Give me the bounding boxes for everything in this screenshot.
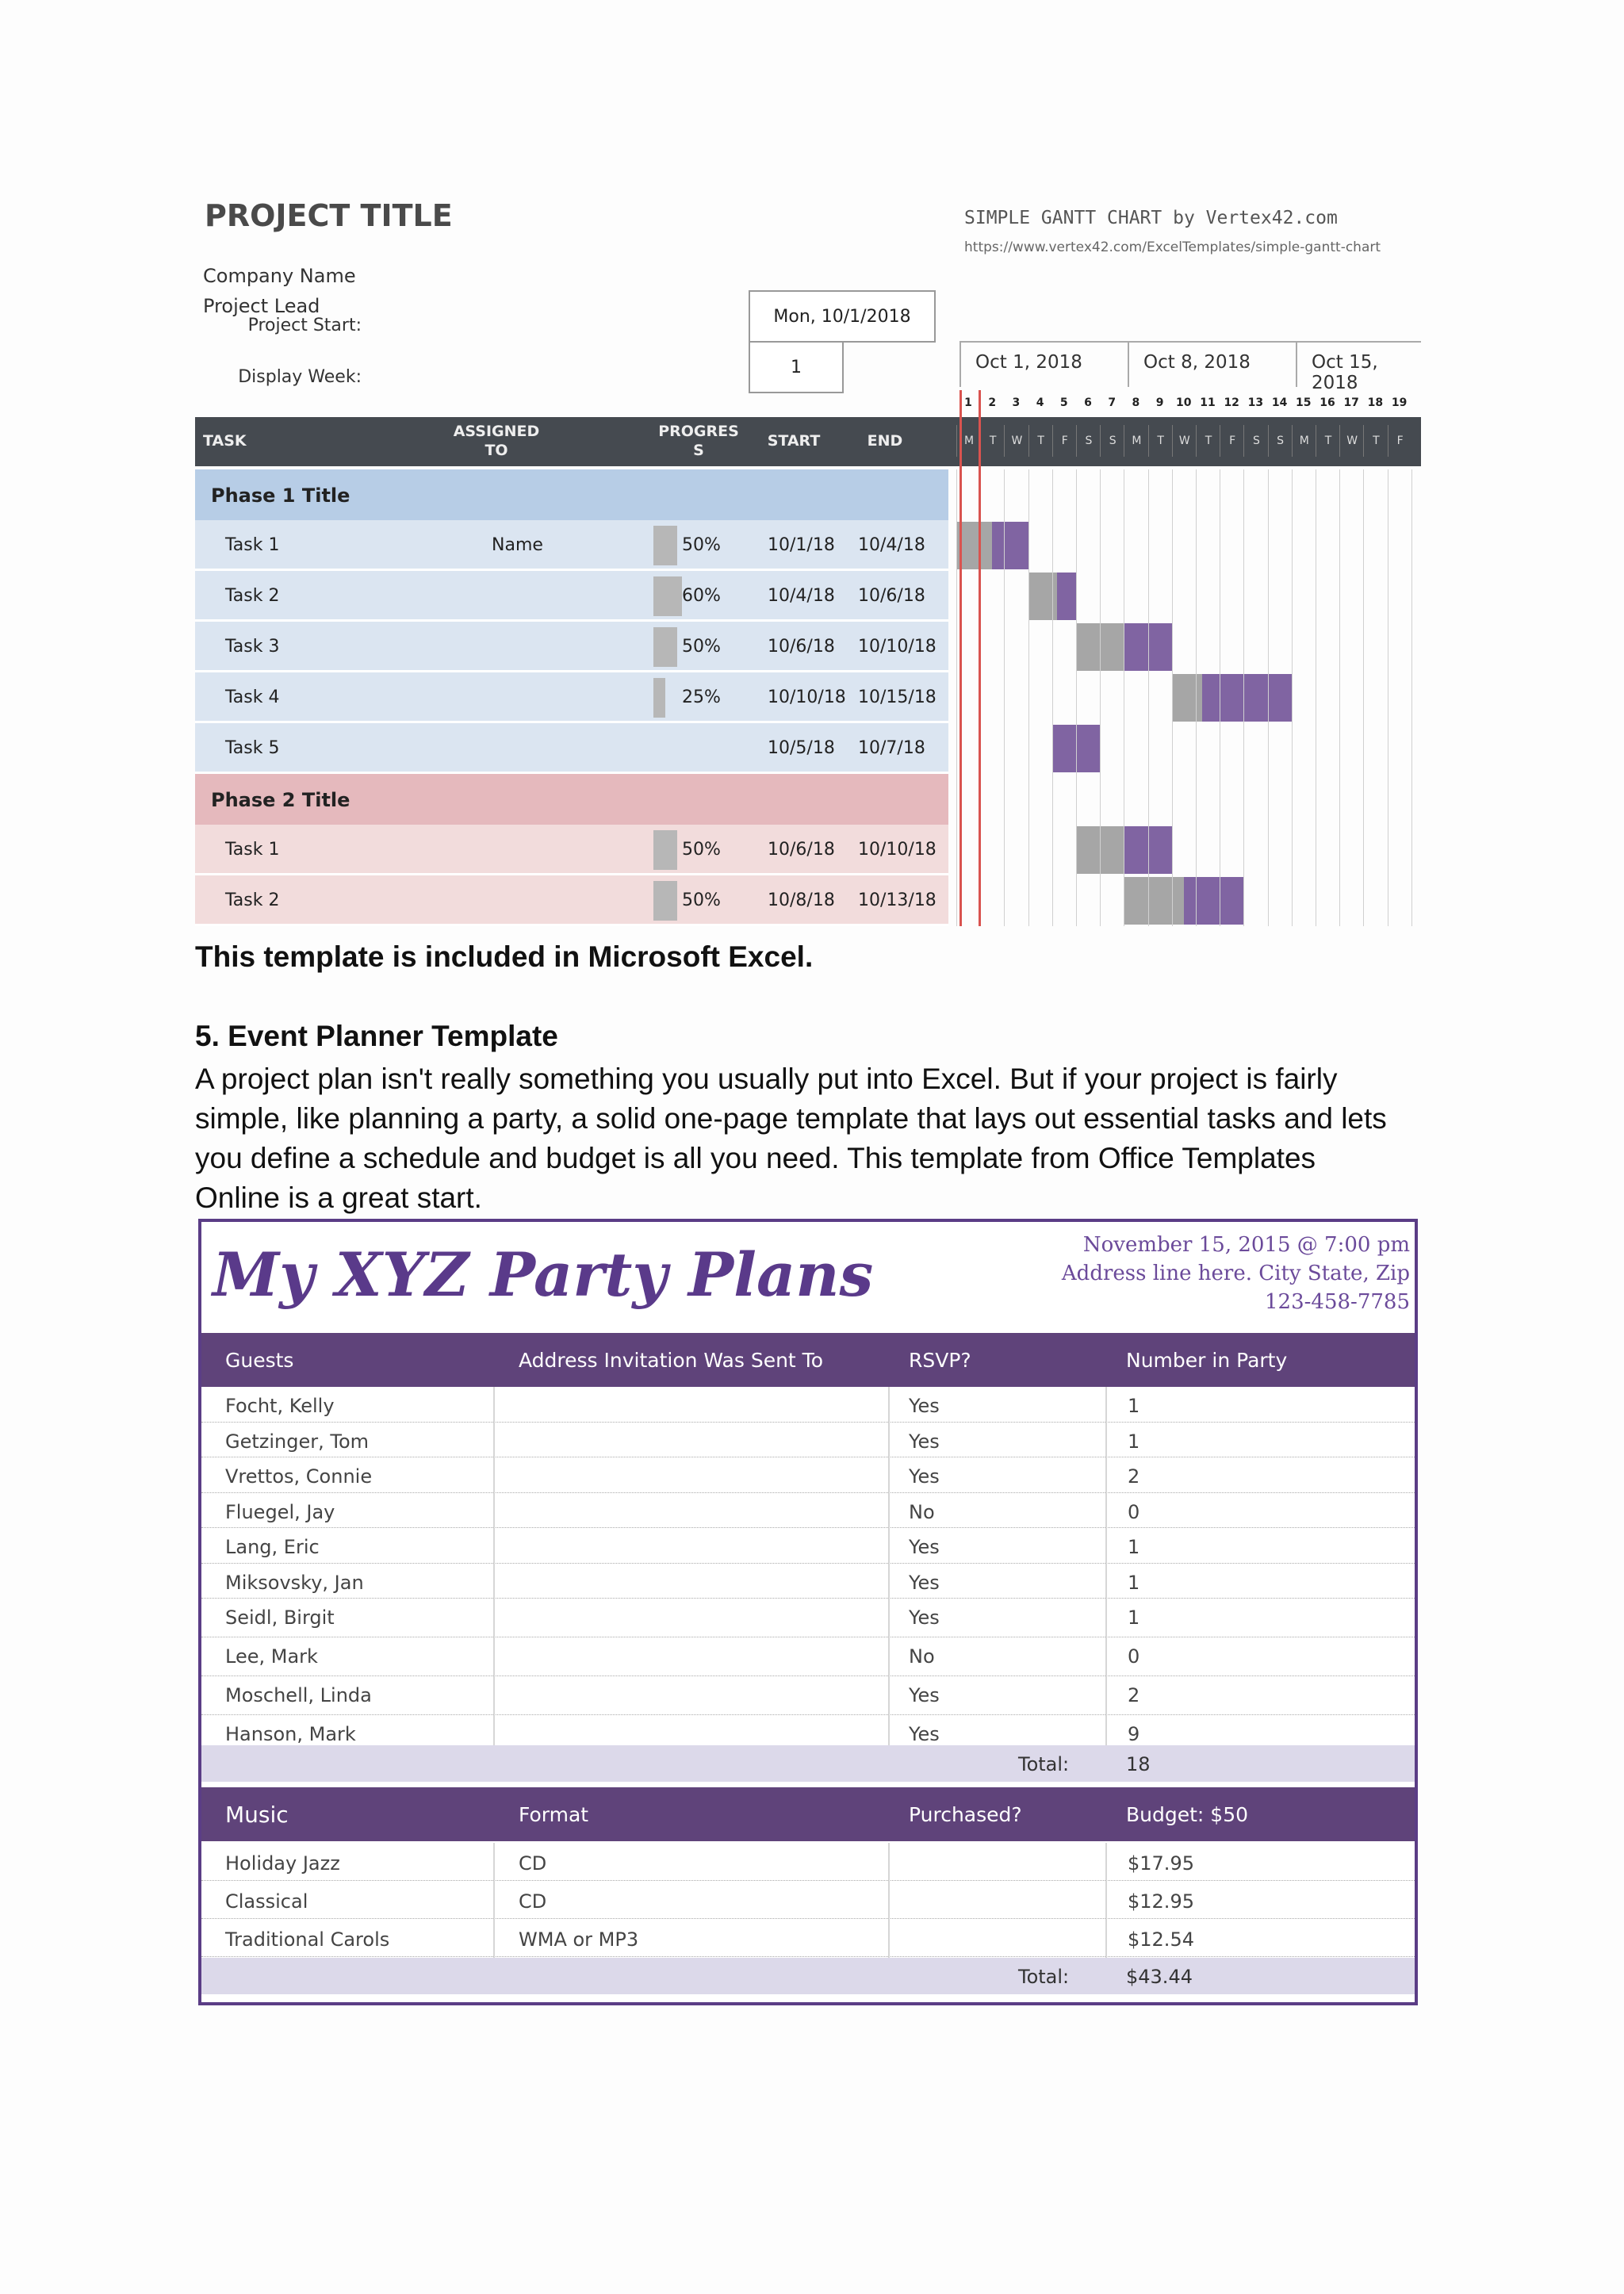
end-date: 10/7/18	[858, 738, 925, 758]
progress-fill	[653, 881, 677, 921]
guest-rsvp: Yes	[909, 1571, 940, 1594]
day-letter: W	[1339, 425, 1364, 457]
start-date: 10/4/18	[768, 586, 835, 606]
day-letter: M	[956, 425, 981, 457]
music-rows	[201, 1222, 1415, 1959]
purchased-col: Purchased?	[909, 1803, 1022, 1826]
end-date: 10/10/18	[858, 637, 936, 657]
gantt-bar-done	[1124, 877, 1184, 925]
section-paragraph	[195, 1059, 1387, 1218]
day-number: 16	[1320, 396, 1335, 409]
guest-number: 1	[1128, 1430, 1140, 1453]
progress-fill	[653, 576, 682, 616]
gantt-url: https://www.vertex42.com/ExcelTemplates/simple-gantt-chart	[964, 239, 1381, 255]
start-date: 10/10/18	[768, 687, 846, 707]
guest-number: 1	[1128, 1395, 1140, 1417]
music-name: Holiday Jazz	[225, 1852, 340, 1875]
day-number: 2	[988, 396, 997, 409]
task-name: Task 3	[225, 637, 280, 657]
progress-value: 50%	[682, 535, 721, 555]
guest-rsvp: No	[909, 1500, 935, 1523]
gantt-bar-remaining	[1184, 877, 1244, 925]
guest-number: 1	[1128, 1571, 1140, 1594]
task-name: Task 2	[225, 890, 280, 910]
day-letter: S	[1076, 425, 1101, 457]
start-date: 10/8/18	[768, 890, 835, 910]
party-date: November 15, 2015 @ 7:00 pm	[1082, 1233, 1410, 1257]
day-letter: F	[1052, 425, 1077, 457]
day-number: 7	[1108, 396, 1116, 409]
gantt-bar-done	[1172, 674, 1202, 722]
guest-rsvp: No	[909, 1645, 935, 1668]
guest-rsvp: Yes	[909, 1607, 940, 1629]
gantt-chart-image	[195, 182, 1421, 936]
grid-line	[1268, 469, 1269, 926]
paragraph-line: you define a schedule and budget is all you need. This template from Office Templates	[195, 1142, 1316, 1174]
format-col: Format	[519, 1803, 589, 1826]
guest-name: Seidl, Birgit	[225, 1607, 335, 1629]
guest-number: 0	[1128, 1645, 1140, 1668]
end-date: 10/15/18	[858, 687, 936, 707]
project-title: PROJECT TITLE	[205, 198, 453, 233]
timeline-row	[956, 571, 1421, 622]
today-marker	[979, 390, 981, 926]
project-lead: Project Lead	[203, 295, 320, 317]
gantt-bar-remaining	[1202, 674, 1292, 722]
music-total-row	[201, 1958, 1415, 1994]
task-header: TASK	[203, 432, 247, 450]
progress-value: 60%	[682, 586, 721, 606]
task-row	[195, 875, 948, 926]
day-letter: F	[1388, 425, 1412, 457]
guest-name: Focht, Kelly	[225, 1395, 335, 1417]
rsvp-col: RSVP?	[909, 1349, 971, 1372]
task-row	[195, 723, 948, 774]
phase-title: Phase 1 Title	[211, 484, 350, 507]
guest-rsvp: Yes	[909, 1465, 940, 1488]
today-marker	[959, 390, 962, 926]
party-plans-image	[198, 1219, 1418, 2005]
day-letter: M	[1292, 425, 1316, 457]
day-number: 10	[1176, 396, 1192, 409]
grid-line	[1052, 469, 1053, 926]
party-address: Address line here. City State, Zip	[1061, 1262, 1410, 1285]
timeline-row	[956, 825, 1421, 875]
guest-rsvp: Yes	[909, 1723, 940, 1745]
music-row	[201, 1843, 1415, 1881]
task-row	[195, 825, 948, 875]
end-header: END	[867, 432, 903, 450]
music-name: Traditional Carols	[225, 1928, 390, 1951]
timeline-row	[956, 672, 1421, 723]
music-format: WMA or MP3	[519, 1928, 639, 1951]
guest-name: Lee, Mark	[225, 1645, 318, 1668]
section-heading: 5. Event Planner Template	[195, 1020, 558, 1052]
guest-number: 2	[1128, 1465, 1140, 1488]
day-letter: T	[1316, 425, 1340, 457]
end-date: 10/4/18	[858, 535, 925, 555]
end-date: 10/13/18	[858, 890, 936, 910]
grid-line	[1292, 469, 1293, 926]
timeline-row	[956, 520, 1421, 571]
paragraph-line: simple, like planning a party, a solid one-page template that lays out essential tasks and lets	[195, 1102, 1387, 1135]
guest-name: Miksovsky, Jan	[225, 1571, 364, 1594]
day-letter: S	[1243, 425, 1268, 457]
grid-line	[956, 469, 957, 926]
day-number: 13	[1247, 396, 1264, 409]
progress-header: PROGRES S	[658, 423, 739, 459]
guest-rsvp: Yes	[909, 1395, 940, 1417]
caption-gantt: This template is included in Microsoft Excel.	[195, 940, 814, 973]
day-number: 1	[964, 396, 972, 409]
day-number: 18	[1367, 396, 1384, 409]
progress-fill	[653, 830, 677, 870]
column-divider	[493, 1843, 495, 1958]
day-number: 17	[1343, 396, 1359, 409]
music-cost: $17.95	[1128, 1852, 1194, 1875]
gantt-bar-remaining	[992, 522, 1028, 569]
music-format: CD	[519, 1890, 547, 1913]
guest-name: Hanson, Mark	[225, 1723, 356, 1745]
guest-name: Fluegel, Jay	[225, 1500, 335, 1523]
assigned-header: ASSIGNED TO	[453, 423, 540, 459]
grid-line	[1076, 469, 1077, 926]
day-letter: W	[1172, 425, 1197, 457]
day-number: 12	[1224, 396, 1239, 409]
day-number: 6	[1084, 396, 1092, 409]
music-cost: $12.95	[1128, 1890, 1194, 1913]
progress-fill	[653, 627, 677, 667]
day-letter: T	[1196, 425, 1220, 457]
column-divider	[1105, 1843, 1107, 1958]
music-format: CD	[519, 1852, 547, 1875]
day-letter: T	[1148, 425, 1173, 457]
day-letter: T	[980, 425, 1005, 457]
grid-line	[1411, 469, 1412, 926]
grid-line	[1196, 469, 1197, 926]
guest-number: 2	[1128, 1684, 1140, 1706]
guest-rsvp: Yes	[909, 1684, 940, 1706]
display-week-field[interactable]: 1	[749, 341, 844, 393]
column-divider	[888, 1843, 890, 1958]
guest-name: Lang, Eric	[225, 1536, 320, 1558]
day-letter: T	[1363, 425, 1388, 457]
day-number: 4	[1036, 396, 1044, 409]
phase-1-row	[195, 469, 948, 520]
music-name: Classical	[225, 1890, 308, 1913]
end-date: 10/6/18	[858, 586, 925, 606]
progress-fill	[653, 526, 677, 565]
guest-name: Moschell, Linda	[225, 1684, 372, 1706]
progress-value: 50%	[682, 840, 721, 860]
paragraph-line: A project plan isn't really something you usually put into Excel. But if your project is fairly	[195, 1063, 1338, 1095]
day-number: 5	[1059, 396, 1068, 409]
guest-rsvp: Yes	[909, 1430, 940, 1453]
guest-rsvp: Yes	[909, 1536, 940, 1558]
grid-line	[1148, 469, 1149, 926]
gantt-rows	[195, 182, 1421, 936]
guest-total-value: 18	[1126, 1753, 1151, 1775]
day-number: 8	[1132, 396, 1140, 409]
timeline-row	[956, 774, 1421, 825]
start-header: START	[767, 432, 821, 450]
day-letter: M	[1124, 425, 1148, 457]
music-row	[201, 1919, 1415, 1957]
guest-number: 9	[1128, 1723, 1140, 1745]
number-col: Number in Party	[1126, 1349, 1288, 1372]
timeline-row	[956, 469, 1421, 520]
grid-line	[1004, 469, 1005, 926]
day-number: 19	[1391, 396, 1408, 409]
task-row	[195, 672, 948, 723]
day-number: 11	[1200, 396, 1216, 409]
grid-line	[1028, 469, 1029, 926]
week-label: Oct 8, 2018	[1128, 341, 1296, 387]
day-number: 9	[1155, 396, 1164, 409]
day-number: 15	[1296, 396, 1312, 409]
task-row	[195, 571, 948, 622]
music-row	[201, 1881, 1415, 1919]
task-name: Task 2	[225, 586, 280, 606]
start-date: 10/1/18	[768, 535, 835, 555]
grid-line	[1243, 469, 1244, 926]
day-letter: S	[1268, 425, 1293, 457]
start-date: 10/5/18	[768, 738, 835, 758]
day-letter: F	[1220, 425, 1244, 457]
project-start-field[interactable]: Mon, 10/1/2018	[749, 290, 936, 343]
party-title: My XYZ Party Plans	[213, 1239, 874, 1310]
grid-line	[1339, 469, 1340, 926]
grid-line	[1363, 469, 1364, 926]
timeline-row	[956, 622, 1421, 672]
guest-number: 0	[1128, 1500, 1140, 1523]
address-col: Address Invitation Was Sent To	[519, 1349, 823, 1372]
day-letter: W	[1004, 425, 1028, 457]
phase-2-row	[195, 774, 948, 825]
task-row	[195, 520, 948, 571]
timeline-row	[956, 723, 1421, 774]
week-label: Oct 1, 2018	[959, 341, 1128, 387]
grid-line	[1100, 469, 1101, 926]
gantt-credit: SIMPLE GANTT CHART by Vertex42.com	[964, 208, 1338, 228]
start-date: 10/6/18	[768, 637, 835, 657]
guests-col: Guests	[225, 1349, 294, 1372]
progress-value: 25%	[682, 687, 721, 707]
task-name: Task 1	[225, 840, 280, 860]
progress-fill	[653, 678, 665, 718]
end-date: 10/10/18	[858, 840, 936, 860]
progress-value: 50%	[682, 890, 721, 910]
guest-total-label: Total:	[1018, 1753, 1070, 1775]
party-phone: 123-458-7785	[1265, 1290, 1410, 1314]
music-total-label: Total:	[1018, 1966, 1070, 1988]
grid-line	[1172, 469, 1173, 926]
progress-value: 50%	[682, 637, 721, 657]
task-name: Task 1	[225, 535, 280, 555]
phase-title: Phase 2 Title	[211, 789, 350, 811]
music-cost: $12.54	[1128, 1928, 1194, 1951]
day-letter: S	[1100, 425, 1124, 457]
music-total-value: $43.44	[1126, 1966, 1193, 1988]
day-letter: T	[1028, 425, 1053, 457]
company-name: Company Name	[203, 265, 356, 287]
guest-number: 1	[1128, 1607, 1140, 1629]
task-name: Task 4	[225, 687, 280, 707]
day-number: 14	[1271, 396, 1288, 409]
assigned-to: Name	[492, 535, 543, 555]
guest-number: 1	[1128, 1536, 1140, 1558]
day-number: 3	[1012, 396, 1021, 409]
paragraph-line: Online is a great start.	[195, 1181, 482, 1214]
guest-name: Getzinger, Tom	[225, 1430, 370, 1453]
task-row	[195, 622, 948, 672]
music-col: Music	[225, 1802, 289, 1828]
timeline-row	[956, 875, 1421, 926]
start-date: 10/6/18	[768, 840, 835, 860]
budget-col: Budget: $50	[1126, 1803, 1249, 1826]
gantt-bar-remaining	[1057, 573, 1076, 620]
project-start-label: Project Start:	[247, 316, 362, 335]
display-week-label: Display Week:	[238, 367, 362, 387]
task-name: Task 5	[225, 738, 280, 758]
guest-name: Vrettos, Connie	[225, 1465, 373, 1488]
week-label: Oct 15, 2018	[1296, 341, 1421, 387]
